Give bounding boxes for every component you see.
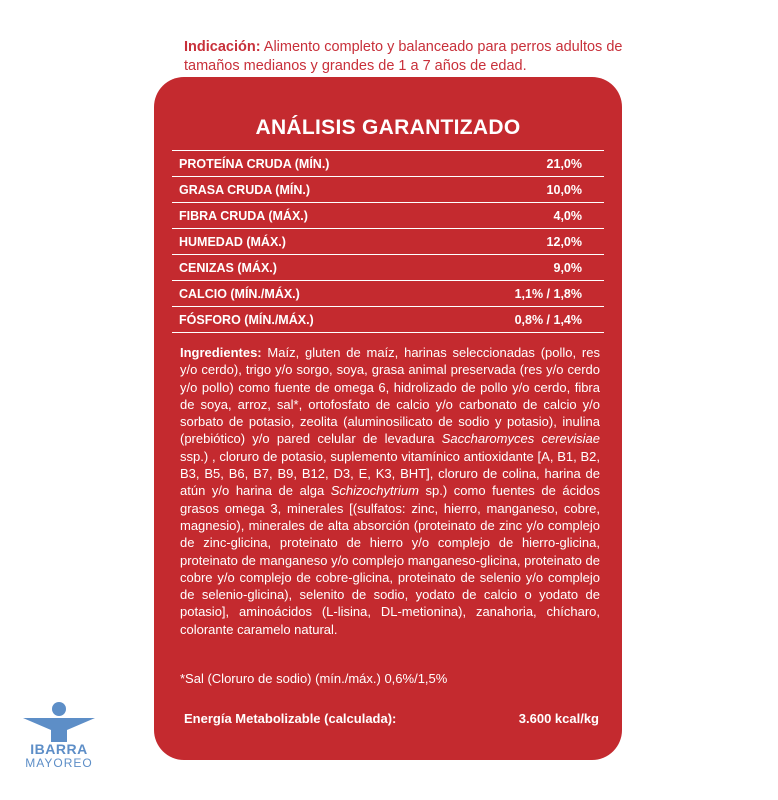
analysis-row-phosphorus bbox=[172, 307, 604, 333]
indication-text bbox=[184, 38, 624, 76]
row-value: 9,0% bbox=[553, 260, 582, 275]
ingredients-part-3: sp.) como fuentes de ácidos grasos omega 3, minerales [(sulfatos: zinc, hierro, manganeso, cobre, magnesio), minerales de alta absorción (proteinato de zinc y/o complejo de zinc-glicina, proteinato de hierro y/o complejo de hierro-glicina, proteinato de manganeso y/o complejo manganeso-glicina, proteinato de cobre y/o complejo de cobre-glicina, proteinato de selenio y/o complejo de selenio-glicina), selenito de sodio, yodato de calcio o yodato de potasio], aminoácidos (L-lisina, DL-metionina), zanahoria, chícharo, colorante caramelo natural. bbox=[180, 483, 600, 637]
ingredients-part-1: Maíz, gluten de maíz, harinas seleccionadas (pollo, res y/o cerdo), trigo y/o sorgo, soya, grasa animal preservada (res y/o cerdo y/o pollo) como fuente de omega 6, hidrolizado de pollo y/o cerdo, fibra de soya, arroz, sal*, ortofosfato de calcio y/o carbonato de calcio y/o sorbato de potasio, zeolita (aluminosilicato de sodio y potasio), inulina (prebiótico) y/o pared celular de levadura bbox=[180, 345, 600, 447]
analysis-row-ash bbox=[172, 255, 604, 281]
row-label: HUMEDAD (MÁX.) bbox=[179, 234, 286, 249]
row-value: 4,0% bbox=[553, 208, 582, 223]
row-label: CALCIO (MÍN./MÁX.) bbox=[179, 286, 300, 301]
ibarra-logo bbox=[18, 702, 100, 782]
indication-label: Indicación: bbox=[184, 39, 261, 55]
salt-note: *Sal (Cloruro de sodio) (mín./máx.) 0,6%/1,5% bbox=[180, 671, 448, 686]
row-label: FÓSFORO (MÍN./MÁX.) bbox=[179, 312, 314, 327]
analysis-row-fat bbox=[172, 177, 604, 203]
logo-subtitle: MAYOREO bbox=[25, 756, 93, 770]
indication-body: Alimento completo y balanceado para perros adultos de tamaños medianos y grandes de 1 a 7 años de edad. bbox=[184, 39, 623, 74]
analysis-row-calcium bbox=[172, 281, 604, 307]
row-value: 1,1% / 1,8% bbox=[514, 286, 582, 301]
analysis-card bbox=[154, 77, 622, 760]
row-value: 21,0% bbox=[546, 156, 582, 171]
row-value: 12,0% bbox=[546, 234, 582, 249]
ingredients-italic-2: Schizochytrium bbox=[330, 483, 419, 499]
energy-value: 3.600 kcal/kg bbox=[518, 711, 599, 726]
analysis-row-fiber bbox=[172, 203, 604, 229]
ingredients-part-2: ssp.) , cloruro de potasio, suplemento vitamínico antioxidante [A, B1, B2, B3, B5, B6, B7, B9, B12, D3, E, K3, BHT], cloruro de colina, harina de atún y/o harina de alga bbox=[180, 448, 600, 499]
analysis-row-protein bbox=[172, 151, 604, 177]
row-value: 0,8% / 1,4% bbox=[514, 312, 582, 327]
row-value: 10,0% bbox=[546, 182, 582, 197]
row-label: PROTEÍNA CRUDA (MÍN.) bbox=[179, 156, 330, 171]
energy-line bbox=[184, 711, 599, 726]
person-icon bbox=[19, 702, 99, 742]
row-label: CENIZAS (MÁX.) bbox=[179, 260, 277, 275]
analysis-row-moisture bbox=[172, 229, 604, 255]
ingredients-text bbox=[180, 344, 600, 638]
analysis-table bbox=[172, 150, 604, 333]
analysis-title: ANÁLISIS GARANTIZADO bbox=[255, 116, 521, 139]
row-label: FIBRA CRUDA (MÁX.) bbox=[179, 208, 308, 223]
energy-label: Energía Metabolizable (calculada): bbox=[184, 711, 397, 726]
row-label: GRASA CRUDA (MÍN.) bbox=[179, 182, 311, 197]
logo-name: IBARRA bbox=[30, 741, 88, 757]
ingredients-label: Ingredientes: bbox=[180, 345, 262, 360]
ingredients-italic-1: Saccharomyces cerevisiae bbox=[441, 431, 600, 447]
